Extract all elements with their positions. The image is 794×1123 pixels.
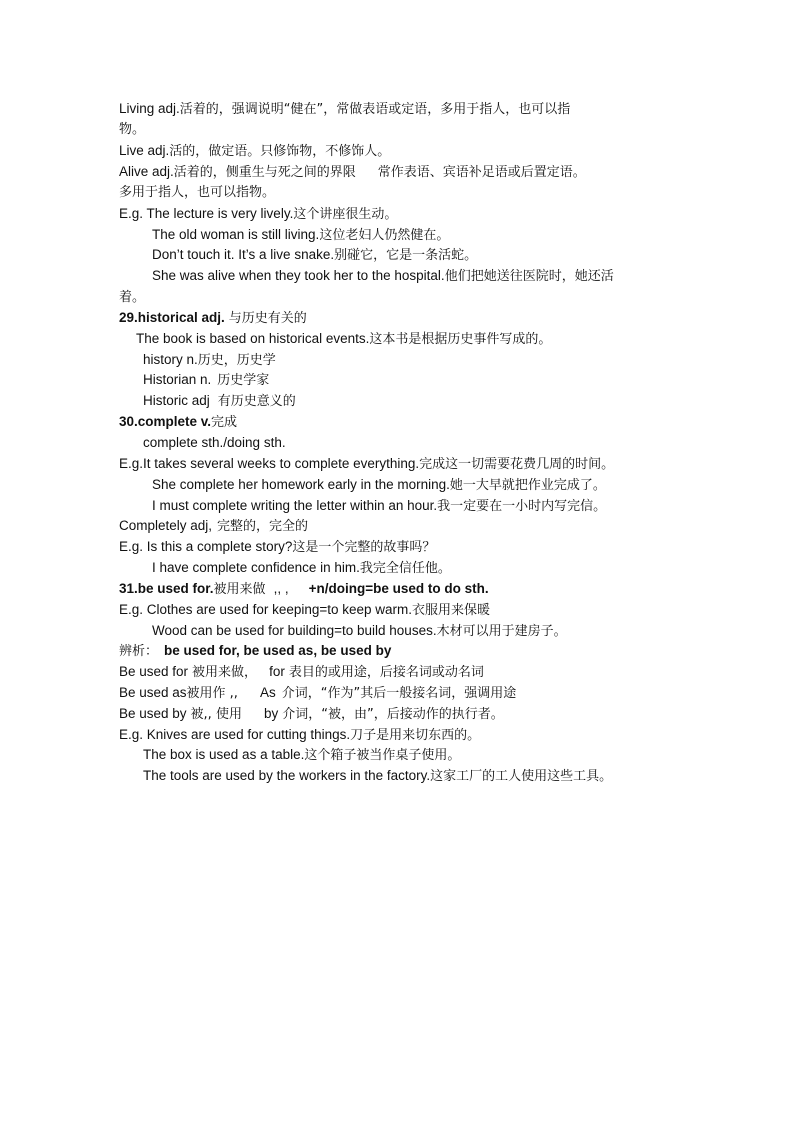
section-heading [119,413,237,431]
example-en: E.g. Knives are used for cutting things. [119,727,351,742]
example-line [136,330,551,348]
example-line [152,226,449,244]
example-line [119,538,435,556]
example-zh: 这本书是根据历史事件写成的。 [369,332,552,347]
example-line [119,601,490,619]
example-line [152,559,451,577]
example-zh: 我完全信任他。 [359,561,451,576]
example-zh: 别碰它，它是一条活蛇。 [334,248,478,263]
example-en: I have complete confidence in him. [152,560,360,575]
heading-definition: 完成 [211,415,238,430]
example-line [152,622,567,640]
example-en: E.g.It takes several weeks to complete everything. [119,456,420,471]
definition-text: 被用来做， [192,665,258,680]
text-line [143,434,286,452]
definition-text: 活的，做定语。只修饰物，不修饰人。 [169,144,391,159]
example-line [119,726,480,744]
text-line [119,288,145,306]
example-en: The tools are used by the workers in the factory. [143,768,431,783]
example-zh: 这家工厂的工人使用这些工具。 [430,769,613,784]
heading-term: be used for, be used as, be used by [164,643,392,658]
term-completely: Completely adj, [119,518,213,533]
text-line [119,183,275,201]
example-zh: 这个箱子被当作桌子使用。 [304,748,461,763]
example-line [119,455,614,473]
term-be-used-as: Be used as [119,685,187,700]
example-line [152,267,614,285]
definition-text: 介词，“被，由”，后接动作的执行者。 [282,707,504,722]
example-zh: 他们把她送往医院时，她还活 [444,269,614,284]
definition-text: 完整的，完全的 [217,519,309,534]
text-line [143,392,296,410]
example-en: Wood can be used for building=to build houses. [152,623,437,638]
text-line [143,371,269,389]
definition-text: 被,, 使用 [190,707,242,722]
text-line [119,684,516,702]
definition-text: 常作表语、宾语补足语或后置定语。 [377,165,586,180]
text-line [119,100,570,118]
term-be-used-for: Be used for [119,664,189,679]
separator-text: ,, , [273,581,289,596]
example-en: She complete her homework early in the morning. [152,477,450,492]
heading-definition: 与历史有关的 [228,311,307,326]
example-en: She was alive when they took her to the hospital. [152,268,445,283]
example-line [119,205,397,223]
keyword: As [259,685,276,700]
definition-text: 表目的或用途，后接名词或动名词 [288,665,484,680]
heading-term: 29.historical adj. [119,310,225,325]
keyword: by [263,706,279,721]
example-zh: 这位老妇人仍然健在。 [319,228,450,243]
section-heading [119,580,489,598]
example-en: I must complete writing the letter within an hour. [152,498,438,513]
example-zh: 刀子是用来切东西的。 [350,728,481,743]
definition-text: 活着的，侧重生与死之间的界限 [173,165,356,180]
example-line [143,767,612,785]
term-living: Living adj. [119,101,180,116]
example-zh: 她一大早就把作业完成了。 [449,478,606,493]
term-historian: Historian n. [143,372,212,387]
text-line [119,663,484,681]
section-heading [119,309,307,327]
definition-text: 多用于指人，也可以指物。 [119,185,276,200]
usage-pattern: +n/doing=be used to do sth. [308,581,489,596]
example-en: E.g. Clothes are used for keeping=to keep warm. [119,602,413,617]
definition-text: 有历史意义的 [217,394,296,409]
example-zh: 这个讲座很生动。 [293,207,398,222]
definition-text: 被用作 ,, [186,686,238,701]
example-en: The box is used as a table. [143,747,305,762]
text-line [119,120,145,138]
definition-text: 历史，历史学 [197,353,276,368]
keyword: for [269,664,285,679]
term-history: history n. [143,352,198,367]
example-zh: 完成这一切需要花费几周的时间。 [419,457,615,472]
usage-pattern: complete sth./doing sth. [143,435,286,450]
example-line [152,246,477,264]
term-historic: Historic adj [143,393,210,408]
text-line [119,517,308,535]
example-line [152,476,606,494]
example-line [152,497,606,515]
example-line [143,746,460,764]
heading-label: 辨析： [119,644,159,659]
example-zh: 着。 [119,290,146,305]
example-zh: 木材可以用于建房子。 [436,624,567,639]
definition-text: 历史学家 [217,373,270,388]
heading-term: 31.be used for. [119,581,214,596]
example-zh: 衣服用来保暖 [412,603,491,618]
term-be-used-by: Be used by [119,706,187,721]
example-zh: 我一定要在一小时内写完信。 [437,499,607,514]
example-zh: 这是一个完整的故事吗？ [292,540,436,555]
definition-text: 介词，“作为”其后一般接名词，强调用途 [281,686,517,701]
text-line [119,142,390,160]
example-en: E.g. Is this a complete story? [119,539,293,554]
section-heading [119,642,391,660]
term-live: Live adj. [119,143,170,158]
text-line [119,705,504,723]
example-en: E.g. The lecture is very lively. [119,206,294,221]
heading-definition: 被用来做 [213,582,266,597]
heading-term: 30.complete v. [119,414,212,429]
definition-text: 活着的，强调说明“健在”，常做表语或定语，多用于指人，也可以指 [179,102,571,117]
example-en: Don’t touch it. It’s a live snake. [152,247,335,262]
example-en: The book is based on historical events. [136,331,370,346]
text-line [119,163,586,181]
example-en: The old woman is still living. [152,227,320,242]
definition-text: 物。 [119,122,146,137]
text-line [143,351,276,369]
term-alive: Alive adj. [119,164,174,179]
